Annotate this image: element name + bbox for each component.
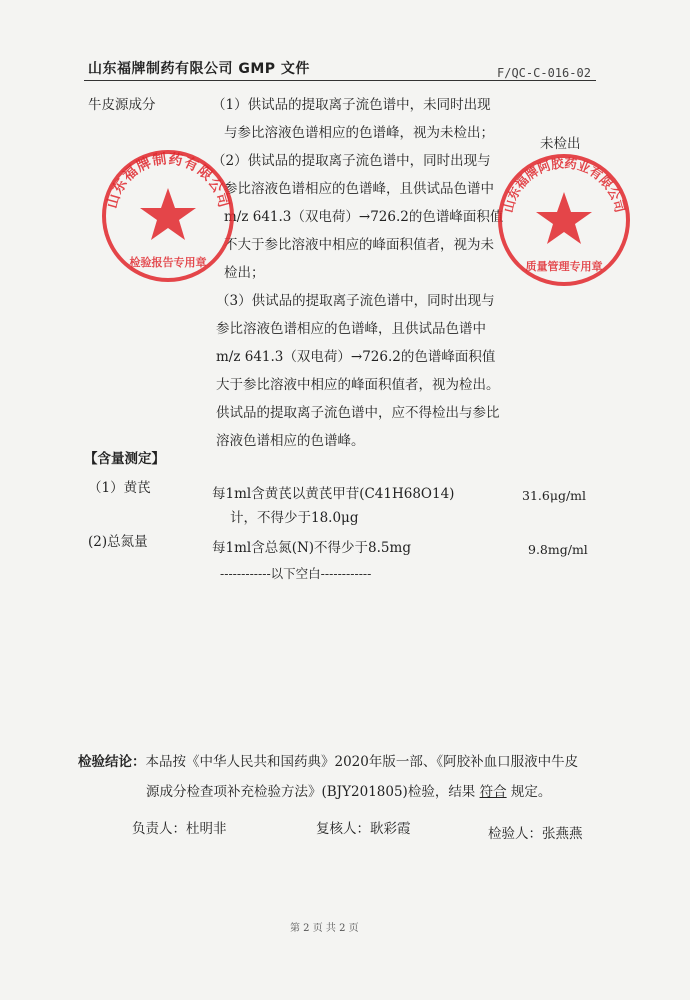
quality-management-stamp — [496, 152, 632, 288]
criteria-line: 参比溶液色谱相应的色谱峰，且供试品色谱中 — [216, 321, 486, 337]
page-number: 第 2 页 共 2 页 — [290, 923, 359, 934]
criteria-line: 与参比溶液色谱相应的色谱峰，视为未检出； — [224, 125, 494, 141]
assay-item-result: 31.6μg/ml — [522, 488, 587, 503]
criteria-line: （2）供试品的提取离子流色谱中，同时出现与 — [212, 153, 491, 169]
assay-heading: 【含量测定】 — [84, 451, 165, 467]
blank-below-line: ------------以下空白------------ — [220, 566, 372, 581]
assay-item-spec-cont: 计，不得少于18.0μg — [230, 510, 359, 526]
criteria-line: （1）供试品的提取离子流色谱中，未同时出现 — [212, 97, 491, 113]
conclusion-verdict: 符合 — [479, 784, 507, 800]
svg-text:检验报告专用章: 检验报告专用章 — [129, 256, 207, 269]
assay-item-spec: 每1ml含总氮(N)不得少于8.5mg — [212, 540, 411, 556]
svg-text:山东福牌阿胶药业有限公司: 山东福牌阿胶药业有限公司 — [500, 155, 628, 215]
criteria-line: 供试品的提取离子流色谱中，应不得检出与参比 — [216, 405, 500, 421]
assay-item-label: （1）黄芪 — [88, 480, 151, 496]
criteria-line: 不大于参比溶液中相应的峰面积值者，视为未 — [224, 237, 494, 253]
assay-item-spec: 每1ml含黄芪以黄芪甲苷(C41H68O14) — [212, 486, 455, 502]
signature-inspector: 检验人：张燕燕 — [488, 826, 583, 842]
conclusion-text-cont: 源成分检查项补充检验方法》(BJY201805)检验，结果 — [146, 784, 476, 800]
svg-text:质量管理专用章: 质量管理专用章 — [525, 260, 603, 273]
criteria-line: 溶液色谱相应的色谱峰。 — [216, 433, 365, 449]
criteria-line: m/z 641.3（双电荷）→726.2的色谱峰面积值 — [224, 209, 504, 225]
bovine-test-result: 未检出 — [540, 136, 581, 152]
bovine-test-criteria — [212, 91, 503, 455]
conclusion-text: 本品按《中华人民共和国药典》2020年版一部、《阿胶补血口服液中牛皮 — [145, 754, 579, 770]
criteria-line: （3）供试品的提取离子流色谱中，同时出现与 — [216, 293, 495, 309]
criteria-line: 大于参比溶液中相应的峰面积值者，视为检出。 — [216, 377, 500, 393]
bovine-test-label: 牛皮源成分 — [88, 97, 156, 113]
inspection-report-stamp — [100, 148, 236, 284]
assay-item-label: (2)总氮量 — [88, 534, 148, 550]
conclusion-line — [78, 748, 578, 776]
assay-item-result: 9.8mg/ml — [528, 542, 588, 557]
header-divider — [84, 80, 596, 81]
document-code: F/QC-C-016-02 — [497, 66, 591, 80]
conclusion-line-2 — [146, 778, 551, 806]
conclusion-label: 检验结论： — [78, 754, 146, 770]
svg-text:山东福牌制药有限公司: 山东福牌制药有限公司 — [104, 151, 232, 211]
header-company-title: 山东福牌制药有限公司 GMP 文件 — [88, 61, 310, 77]
criteria-line: 检出； — [224, 265, 265, 281]
signature-reviewer: 复核人：耿彩霞 — [316, 821, 411, 837]
signature-responsible: 负责人：杜明非 — [132, 821, 227, 837]
criteria-line: m/z 641.3（双电荷）→726.2的色谱峰面积值 — [216, 349, 496, 365]
criteria-line: 参比溶液色谱相应的色谱峰，且供试品色谱中 — [224, 181, 494, 197]
conclusion-text-end: 规定。 — [510, 784, 552, 800]
